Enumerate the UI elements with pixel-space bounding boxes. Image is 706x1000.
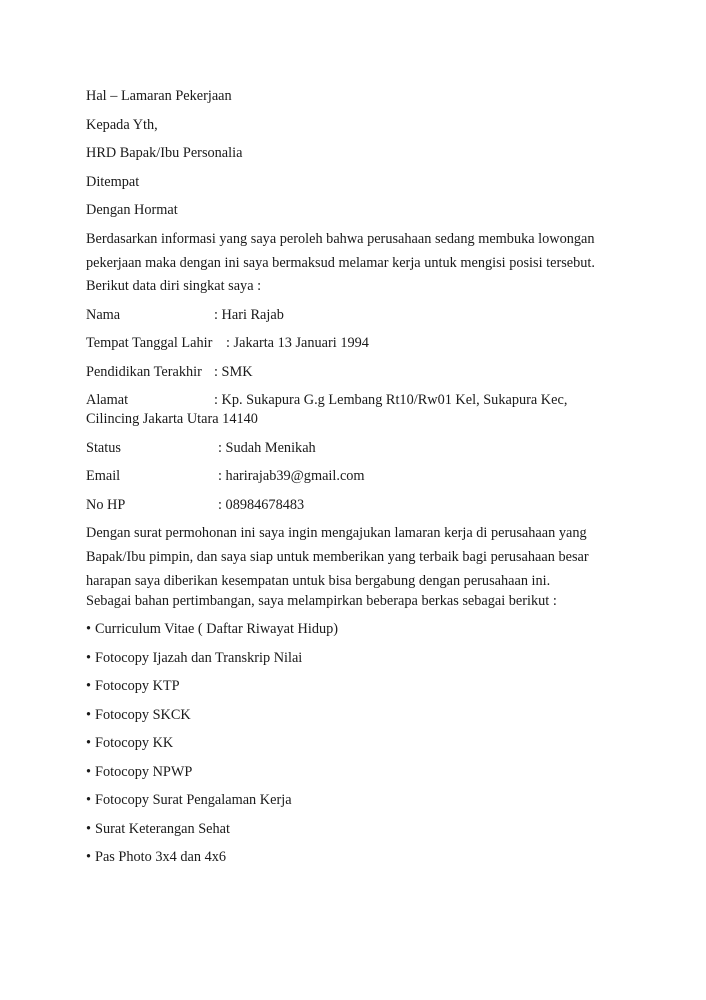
attachment-item — [86, 847, 226, 867]
letter-subject: Hal – Lamaran Pekerjaan — [86, 88, 232, 104]
attachment-label: Fotocopy NPWP — [95, 764, 193, 780]
attachment-label: Fotocopy KTP — [95, 678, 180, 694]
field-value-nohp: : 08984678483 — [218, 497, 305, 513]
intro-line: Berdasarkan informasi yang saya peroleh bahwa perusahaan sedang membuka lowongan — [86, 231, 595, 247]
field-label-ttl: Tempat Tanggal Lahir — [86, 335, 213, 351]
attachment-label: Fotocopy Surat Pengalaman Kerja — [95, 792, 292, 808]
attachment-item — [86, 790, 292, 810]
field-label-nohp: No HP — [86, 497, 126, 513]
field-value-nama: : Hari Rajab — [214, 307, 284, 323]
attachment-item — [86, 705, 191, 725]
attachment-label: Fotocopy SKCK — [95, 707, 191, 723]
field-label-email: Email — [86, 468, 121, 484]
closing-line: Bapak/Ibu pimpin, dan saya siap untuk memberikan yang terbaik bagi perusahaan besar — [86, 549, 589, 565]
field-value-ttl: : Jakarta 13 Januari 1994 — [226, 335, 369, 351]
field-value-pendidikan: : SMK — [214, 364, 253, 380]
recipient-line: Ditempat — [86, 174, 140, 190]
attachment-item — [86, 733, 173, 753]
field-label-pendidikan: Pendidikan Terakhir — [86, 364, 202, 380]
field-label-nama: Nama — [86, 307, 121, 323]
bullet-icon: • — [86, 735, 92, 751]
attachments-intro: Sebagai bahan pertimbangan, saya melampirkan beberapa berkas sebagai berikut : — [86, 593, 557, 609]
closing-line: Dengan surat permohonan ini saya ingin mengajukan lamaran kerja di perusahaan yang — [86, 525, 587, 541]
field-value-alamat: : Kp. Sukapura G.g Lembang Rt10/Rw01 Kel, Sukapura Kec, — [214, 392, 568, 408]
bullet-icon: • — [86, 707, 92, 723]
bullet-icon: • — [86, 621, 92, 637]
closing-line: harapan saya diberikan kesempatan untuk bisa bergabung dengan perusahaan ini. — [86, 573, 551, 589]
intro-paragraph — [86, 229, 606, 277]
attachment-item — [86, 819, 230, 839]
bullet-icon: • — [86, 849, 92, 865]
recipient-line: HRD Bapak/Ibu Personalia — [86, 145, 243, 161]
attachment-label: Surat Keterangan Sehat — [95, 821, 230, 837]
bullet-icon: • — [86, 821, 92, 837]
bullet-icon: • — [86, 792, 92, 808]
attachment-item — [86, 676, 180, 696]
closing-paragraph — [86, 523, 606, 595]
data-intro: Berikut data diri singkat saya : — [86, 278, 262, 294]
field-value-email: : harirajab39@gmail.com — [218, 468, 365, 484]
field-label-status: Status — [86, 440, 121, 456]
attachment-item — [86, 648, 302, 668]
recipient-line: Kepada Yth, — [86, 117, 158, 133]
intro-line: pekerjaan maka dengan ini saya bermaksud melamar kerja untuk mengisi posisi tersebut. — [86, 255, 595, 271]
bullet-icon: • — [86, 650, 92, 666]
attachment-item — [86, 619, 338, 639]
attachment-label: Fotocopy KK — [95, 735, 174, 751]
attachment-label: Fotocopy Ijazah dan Transkrip Nilai — [95, 650, 303, 666]
attachment-item — [86, 762, 192, 782]
attachment-label: Curriculum Vitae ( Daftar Riwayat Hidup) — [95, 621, 339, 637]
greeting: Dengan Hormat — [86, 202, 178, 218]
attachment-label: Pas Photo 3x4 dan 4x6 — [95, 849, 227, 865]
field-label-alamat: Alamat — [86, 392, 129, 408]
bullet-icon: • — [86, 678, 92, 694]
field-value-alamat-continuation: Cilincing Jakarta Utara 14140 — [86, 411, 258, 427]
field-value-status: : Sudah Menikah — [218, 440, 316, 456]
bullet-icon: • — [86, 764, 92, 780]
